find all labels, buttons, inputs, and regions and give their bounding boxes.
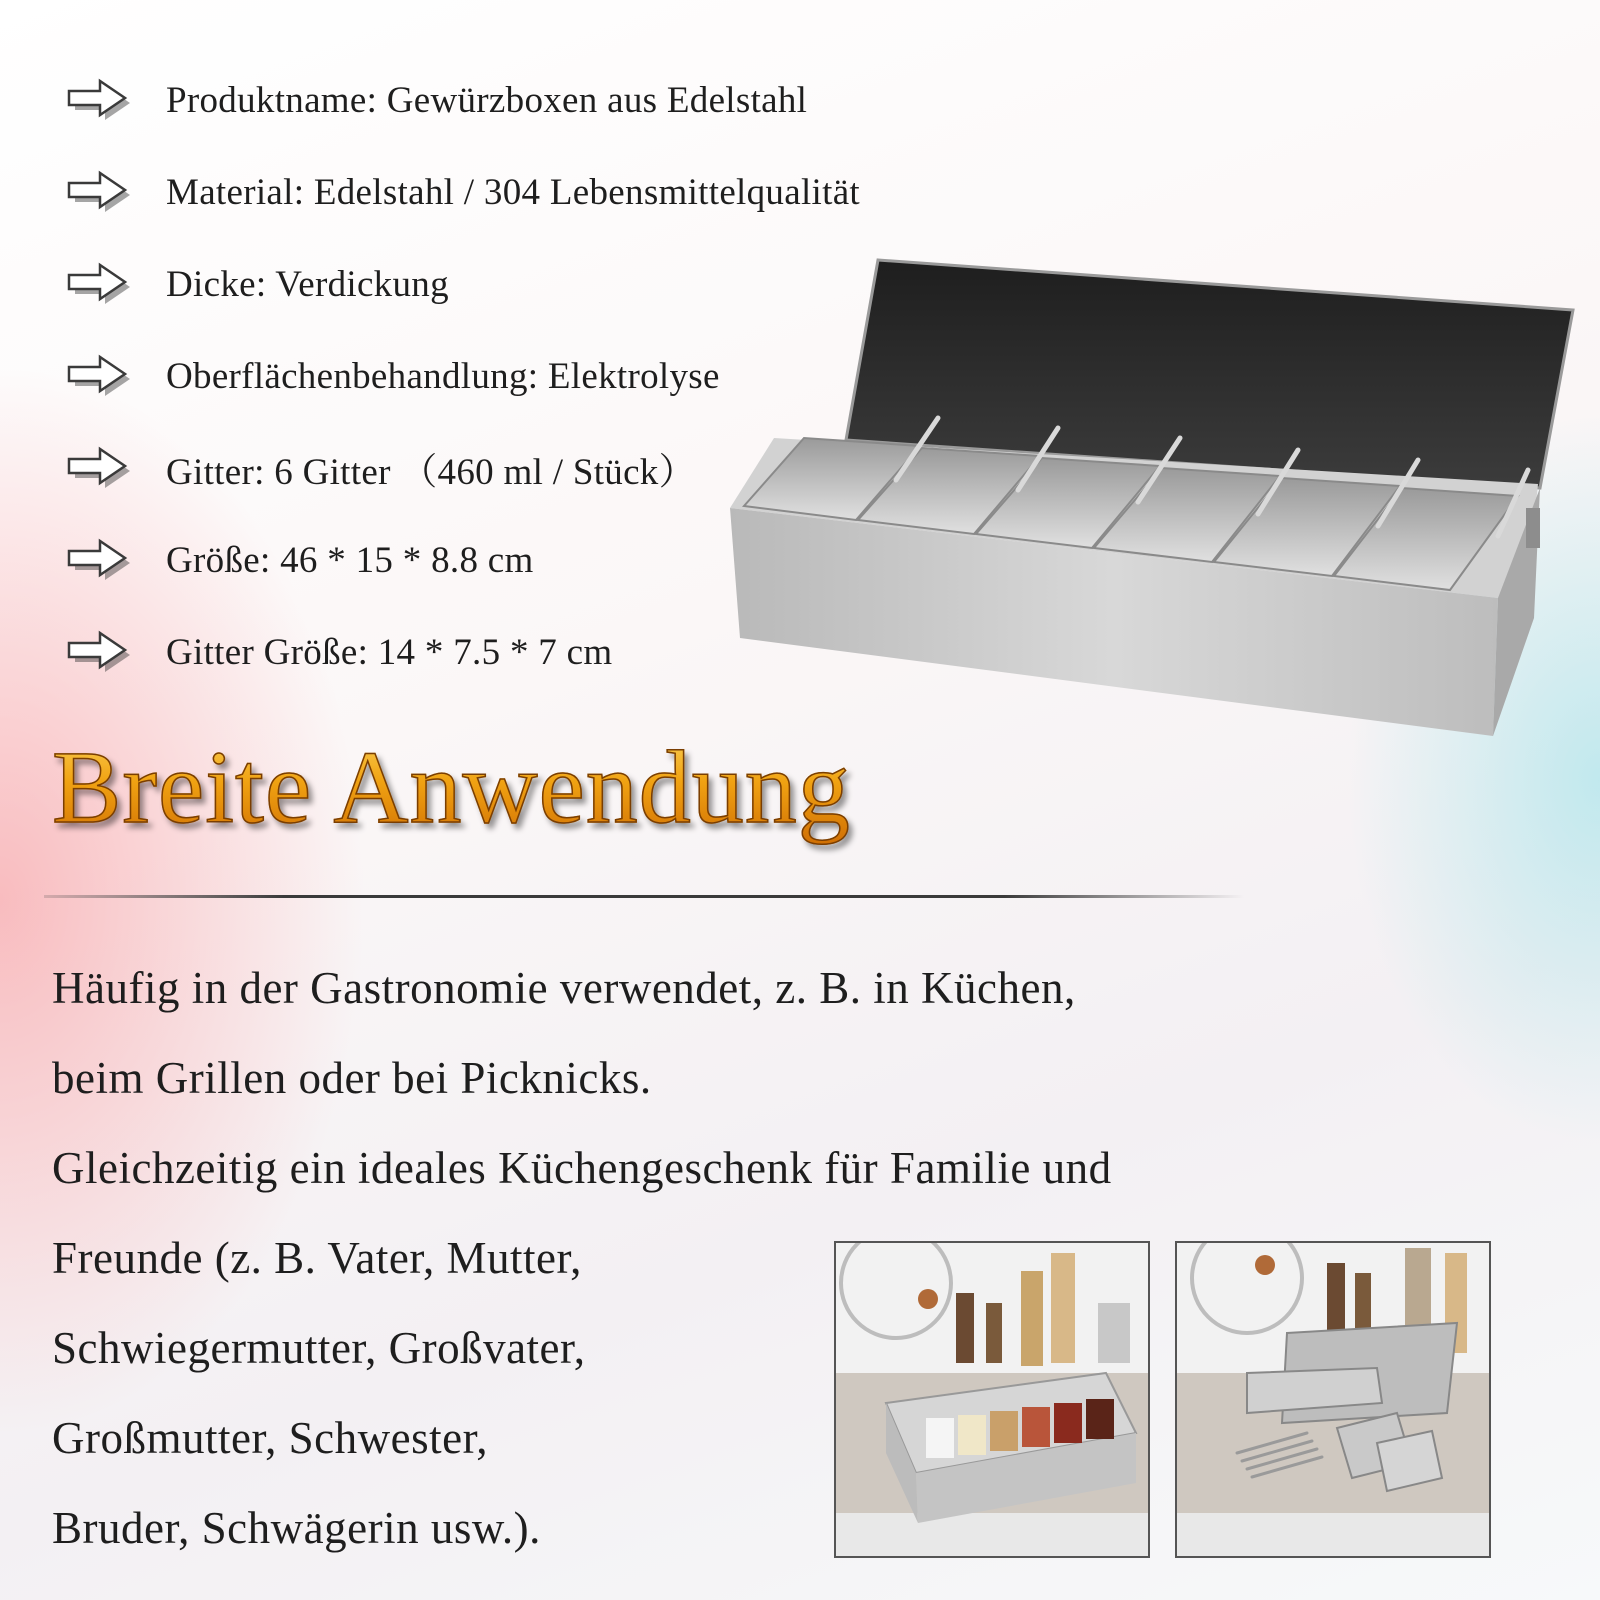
spec-label: Größe: 46 * 15 * 8.8 cm — [166, 539, 534, 581]
description-line: Freunde (z. B. Vater, Mutter, — [52, 1233, 582, 1283]
spec-label: Gitter: 6 Gitter （460 ml / Stück） — [166, 452, 696, 493]
spec-label: Produktname: Gewürzboxen aus Edelstahl — [166, 79, 808, 121]
section-heading: Breite Anwendung — [52, 730, 851, 845]
spec-label: Gitter Größe: 14 * 7.5 * 7 cm — [166, 631, 613, 673]
divider — [44, 895, 1244, 898]
outline-arrow-right-icon — [66, 630, 132, 674]
description-line: beim Grillen oder bei Picknicks. — [52, 1053, 652, 1103]
spec-label: Material: Edelstahl / 304 Lebensmittelqualität — [166, 171, 860, 213]
outline-arrow-right-icon — [66, 354, 132, 398]
outline-arrow-right-icon — [66, 446, 132, 490]
outline-arrow-right-icon — [66, 262, 132, 306]
kitchen-photo-spices — [834, 1241, 1150, 1558]
spec-label: Oberflächenbehandlung: Elektrolyse — [166, 355, 720, 397]
product-image-spice-box — [728, 258, 1583, 736]
outline-arrow-right-icon — [66, 78, 132, 122]
kitchen-photo-spoons — [1175, 1241, 1491, 1558]
spec-label: Dicke: Verdickung — [166, 263, 449, 305]
outline-arrow-right-icon — [66, 538, 132, 582]
description-line: Gleichzeitig ein ideales Küchengeschenk für Familie und — [52, 1143, 1112, 1193]
description-line: Schwiegermutter, Großvater, — [52, 1323, 586, 1373]
description-line: Bruder, Schwägerin usw.). — [52, 1503, 541, 1553]
spec-item — [66, 162, 966, 222]
spec-item — [66, 70, 966, 130]
description-line: Großmutter, Schwester, — [52, 1413, 489, 1463]
outline-arrow-right-icon — [66, 170, 132, 214]
description-line: Häufig in der Gastronomie verwendet, z. B. in Küchen, — [52, 963, 1076, 1013]
